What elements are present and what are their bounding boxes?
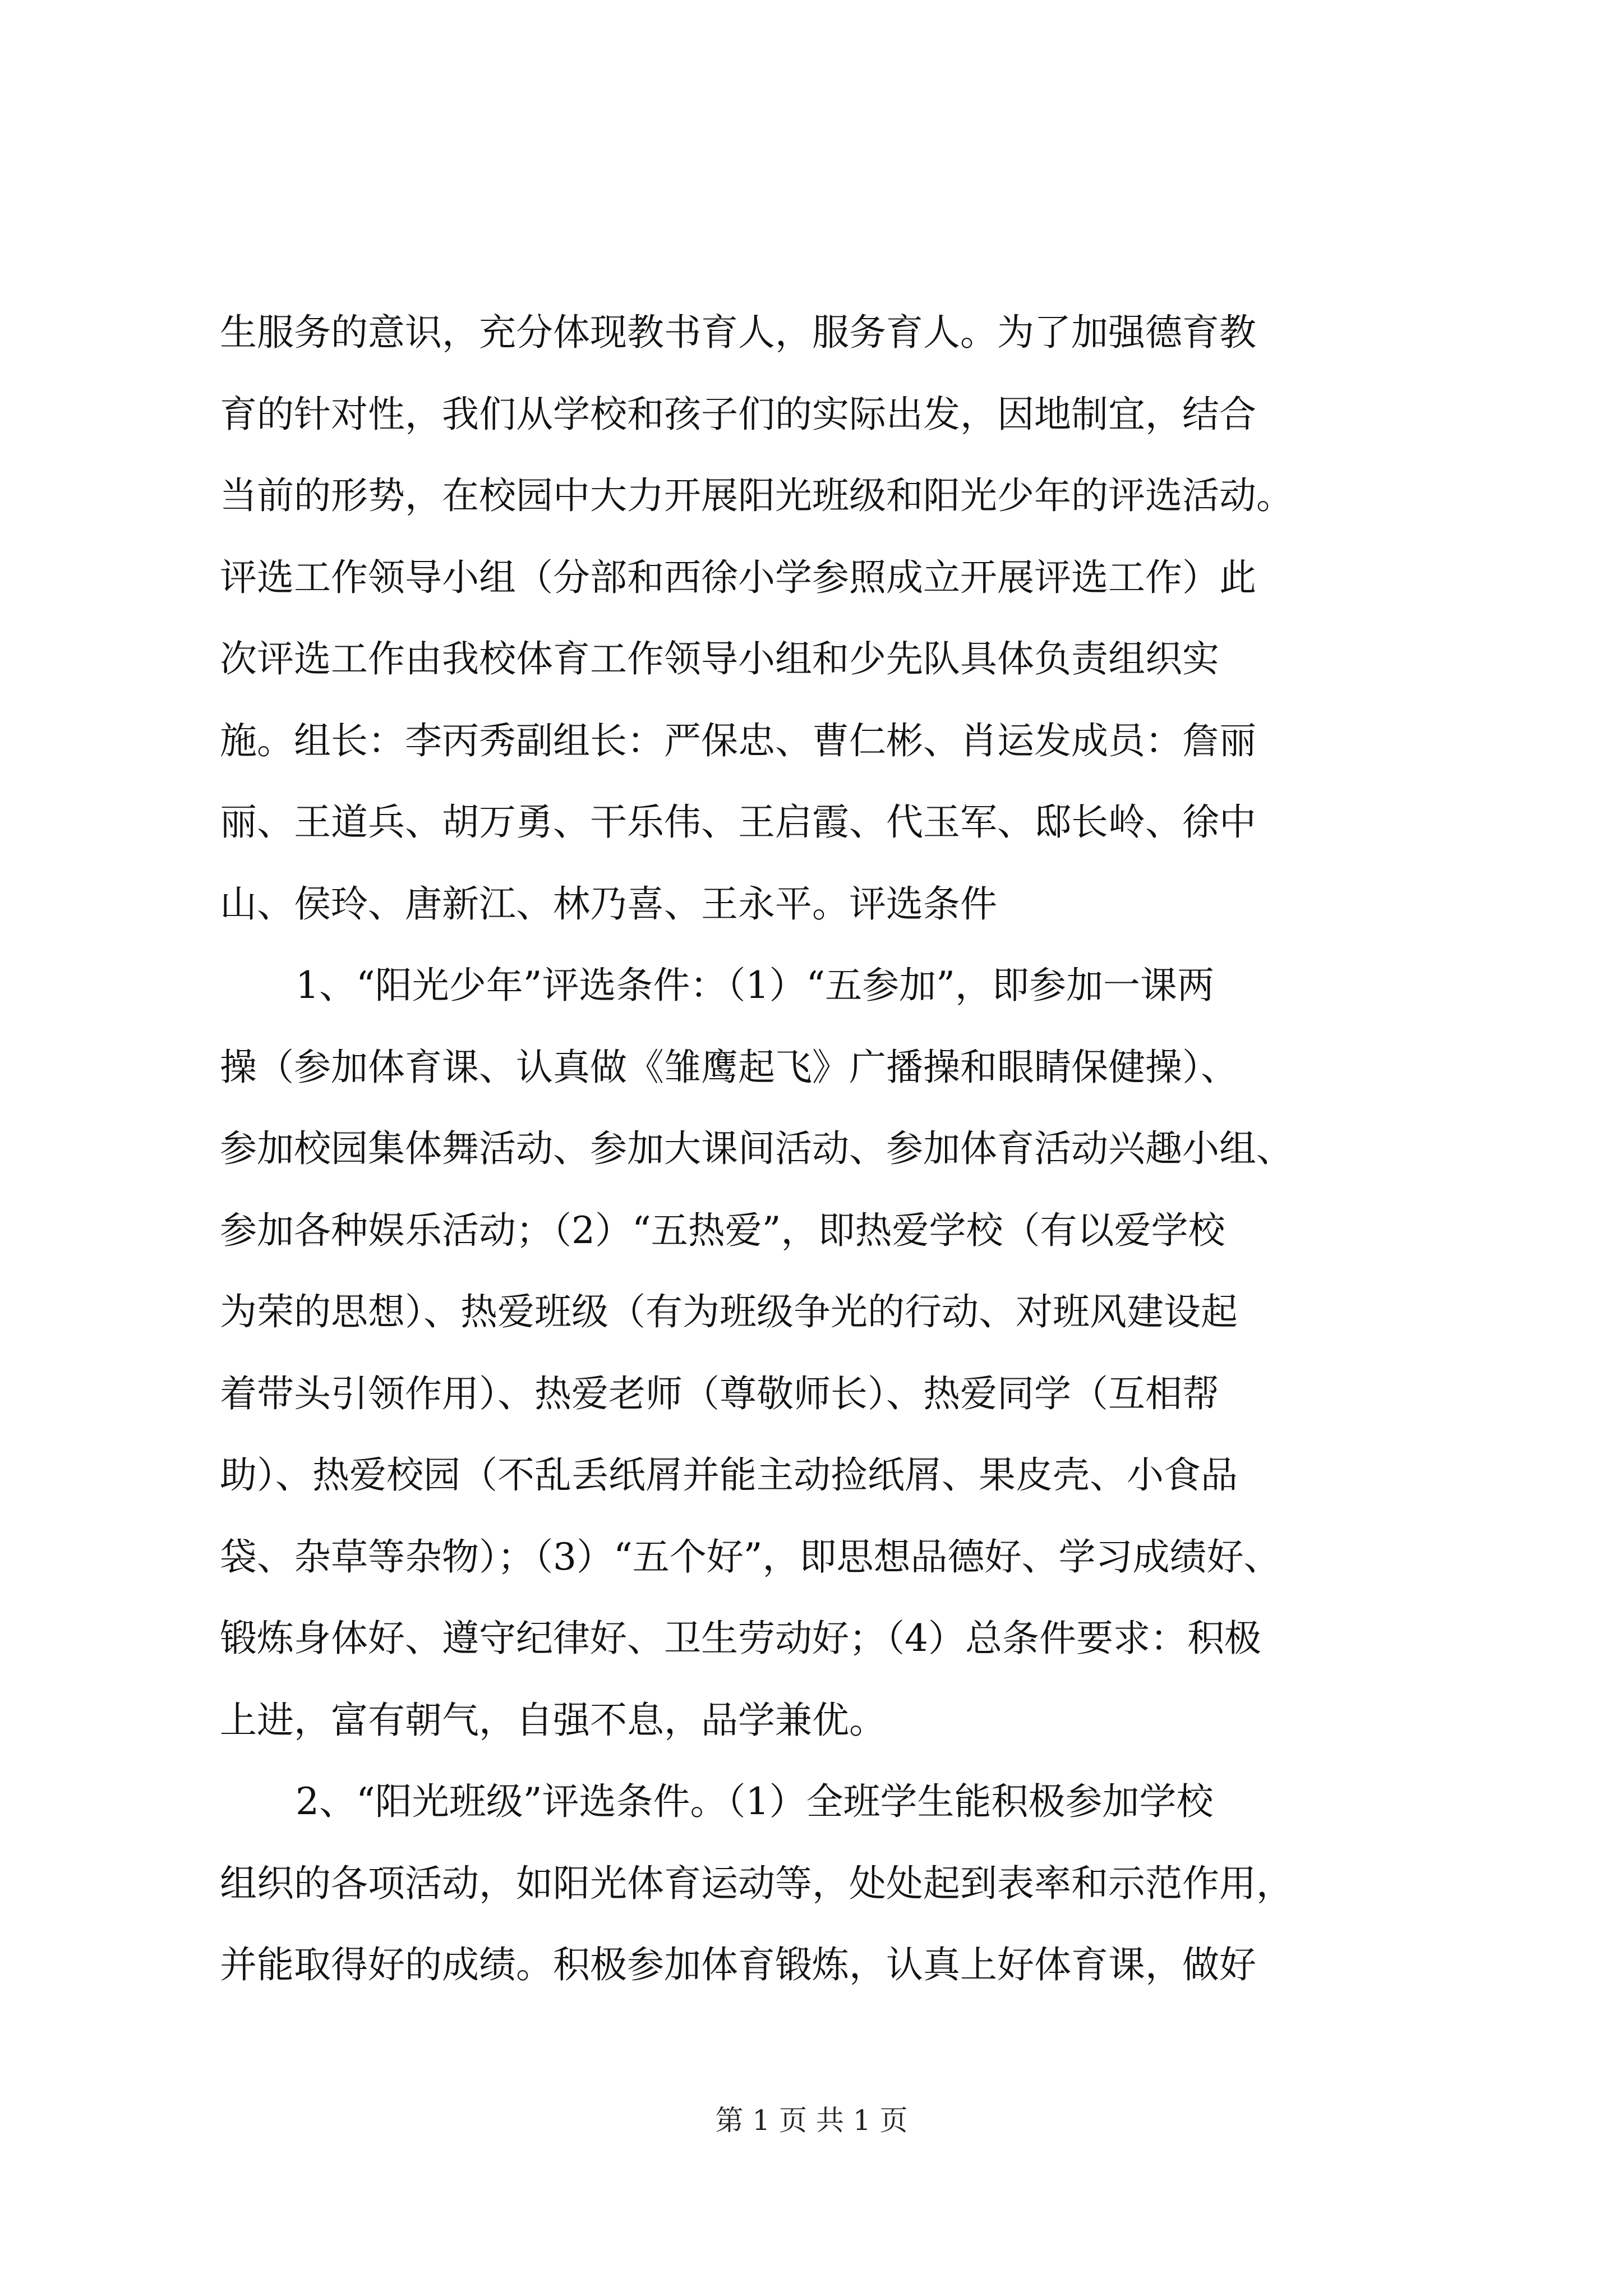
text-line: 生服务的意识，充分体现教书育人，服务育人。为了加强德育教 bbox=[220, 311, 1256, 354]
text-line: 丽、王道兵、胡万勇、干乐伟、王启霞、代玉军、邸长岭、徐中 bbox=[220, 800, 1256, 844]
text-line: 组织的各项活动，如阳光体育运动等，处处起到表率和示范作用， bbox=[220, 1861, 1293, 1905]
text-line: 评选工作领导小组（分部和西徐小学参照成立开展评选工作）此 bbox=[220, 555, 1256, 599]
text-line: 当前的形势，在校园中大力开展阳光班级和阳光少年的评选活动。 bbox=[220, 474, 1293, 517]
text-line: 参加各种娱乐活动；（2）“五热爱”，即热爱学校（有以爱学校 bbox=[220, 1208, 1225, 1252]
paragraph-3 bbox=[220, 1761, 1426, 2006]
text-line: 袋、杂草等杂物）；（3）“五个好”，即思想品德好、学习成绩好、 bbox=[220, 1535, 1281, 1579]
text-line: 着带头引领作用）、热爱老师（尊敬师长）、热爱同学（互相帮 bbox=[220, 1372, 1219, 1415]
text-line: 操（参加体育课、认真做《雏鹰起飞》广播操和眼睛保健操）、 bbox=[220, 1045, 1238, 1089]
text-line: 施。组长：李丙秀副组长：严保忠、曹仁彬、肖运发成员：詹丽 bbox=[220, 719, 1256, 762]
page-footer bbox=[0, 2101, 1623, 2140]
text-line: 参加校园集体舞活动、参加大课间活动、参加体育活动兴趣小组、 bbox=[220, 1127, 1293, 1170]
text-line: 并能取得好的成绩。积极参加体育锻炼，认真上好体育课，做好 bbox=[220, 1943, 1256, 1986]
text-line: 育的针对性，我们从学校和孩子们的实际出发，因地制宜，结合 bbox=[220, 392, 1256, 436]
page-number-label: 第 1 页 共 1 页 bbox=[715, 2104, 908, 2137]
text-line: 次评选工作由我校体育工作领导小组和少先队具体负责组织实 bbox=[220, 637, 1219, 680]
text-line: 锻炼身体好、遵守纪律好、卫生劳动好；（4）总条件要求：积极 bbox=[220, 1617, 1261, 1660]
paragraph-1 bbox=[220, 292, 1426, 945]
text-line: 1、“阳光少年”评选条件：（1）“五参加”，即参加一课两 bbox=[296, 964, 1214, 1007]
text-line: 山、侯玲、唐新江、林乃喜、王永平。评选条件 bbox=[220, 882, 997, 926]
document-body bbox=[220, 292, 1426, 2006]
paragraph-2 bbox=[220, 945, 1426, 1761]
text-line: 上进，富有朝气，自强不息，品学兼优。 bbox=[220, 1698, 886, 1742]
text-line: 为荣的思想）、热爱班级（有为班级争光的行动、对班风建设起 bbox=[220, 1290, 1238, 1333]
text-line: 2、“阳光班级”评选条件。（1）全班学生能积极参加学校 bbox=[296, 1780, 1214, 1823]
text-line: 助）、热爱校园（不乱丢纸屑并能主动捡纸屑、果皮壳、小食品 bbox=[220, 1453, 1238, 1497]
